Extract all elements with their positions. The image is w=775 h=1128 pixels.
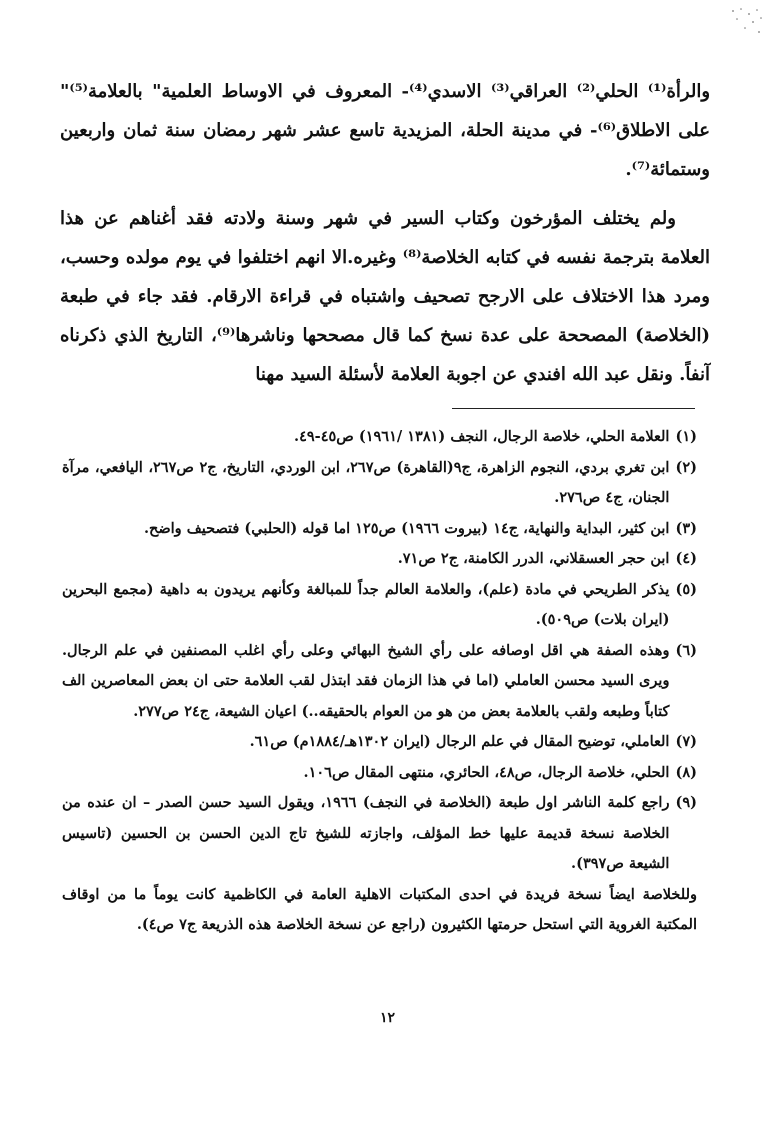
- footnotes: [62, 422, 697, 941]
- footnote-number: (٢): [675, 458, 697, 476]
- footnote-number: (٨): [675, 763, 697, 781]
- footnote-number: (١): [675, 428, 697, 445]
- main-text: [60, 72, 710, 394]
- footnote-number: (٦): [675, 641, 697, 659]
- footnote-5: [62, 575, 697, 636]
- footnote-text: الحلي، خلاصة الرجال، ص٤٨، الحائري، منتهى المقال ص١٠٦.: [303, 763, 670, 781]
- footnote-text: يذكر الطريحي في مادة (علم)، والعلامة العالم جداً للمبالغة وكأنهم يريدون به داهية (مجمع البحرين (ايران بلات) ص٥٠٩).: [62, 580, 670, 628]
- scan-artifact-dots: [727, 6, 767, 46]
- footnote-text: العاملي، توضيح المقال في علم الرجال (ايران ١٣٠٢هـ/١٨٨٤م) ص٦١.: [249, 733, 670, 750]
- footnote-number: (٤): [675, 550, 697, 567]
- footnote-number: (٩): [675, 794, 697, 811]
- main-paragraph-2: ولم يختلف المؤرخون وكتاب السير في شهر وسنة ولادته فقد أغناهم عن هذا العلامة بترجمة نفسه في كتابه الخلاصة⁽⁸⁾ وغيره.الا انهم اختلفوا في يوم مولده وحسب، ومرد هذا الاختلاف على الارجح تصحيف واشتباه في قراءة الارقام. فقد جاء في طبعة (الخلاصة) المصححة على عدة نسخ كما قال مصححها وناشرها⁽⁹⁾، التاريخ الذي ذكرناه آنفاً. ونقل عبد الله افندي عن اجوبة العلامة لأسئلة السيد مهنا: [60, 208, 710, 385]
- footnote-text: العلامة الحلي، خلاصة الرجال، النجف (١٣٨١ /١٩٦١) ص٤٥-٤٩.: [294, 428, 670, 445]
- footnote-9: [62, 788, 697, 880]
- footnote-4: [62, 544, 697, 575]
- footnote-text: ابن تغري بردي، النجوم الزاهرة، ج٩(القاهرة) ص٢٦٧، ابن الوردي، التاريخ، ج٢ ص٢٦٧، اليافعي، مرآة الجنان، ج٤ ص٢٧٦.: [62, 458, 670, 506]
- footnote-8: [62, 758, 697, 789]
- footnote-7: [62, 727, 697, 758]
- footnote-text: وهذه الصفة هي اقل اوصافه على رأي الشيخ البهائي وعلى رأي اغلب المصنفين في علم الرجال. ويرى السيد محسن العاملي (اما في هذا الزمان فقد ابتذل لقب العلامة حتى ان بعض المعاصرين الف كتاباً وطبعه ولقب بالعلامة بعض من هو من العوام بالحقيقه..) اعيان الشيعة، ج٢٤ ص٢٧٧.: [62, 641, 670, 720]
- footnote-number: (٣): [675, 519, 697, 537]
- footnote-1: [62, 422, 697, 453]
- footnote-number: (٧): [675, 733, 697, 750]
- footnote-text: ابن كثير، البداية والنهاية، ج١٤ (بيروت ١٩٦٦) ص١٢٥ اما قوله (الحلبي) فتصحيف واضح.: [143, 519, 670, 537]
- page-number: ١٢: [379, 1010, 396, 1026]
- footnote-text: راجع كلمة الناشر اول طبعة (الخلاصة في النجف) ١٩٦٦، ويقول السيد حسن الصدر – ان عنده من الخلاصة نسخة قديمة عليها خط المؤلف، واجازته للشيخ تاج الدين الحسن بن الحسين (تاسيس الشيعة ص٣٩٧).: [62, 794, 670, 872]
- footnote-3: [62, 514, 697, 545]
- footnote-6: [62, 636, 697, 728]
- footnote-number: (٥): [675, 580, 697, 598]
- footnote-divider: [452, 408, 695, 409]
- footnote-2: [62, 453, 697, 514]
- footnote-text: ابن حجر العسقلاني، الدرر الكامنة، ج٢ ص٧١.: [397, 550, 670, 567]
- footnote-9-continuation: وللخلاصة ايضاً نسخة فريدة في احدى المكتبات الاهلية العامة في الكاظمية كانت يوماً ما من اوقاف المكتبة الغروية التي استحل حرمتها الكثيرون (راجع عن نسخة الخلاصة هذه الذريعة ج٧ ص٤).: [62, 885, 697, 933]
- main-paragraph-1: والرأة⁽¹⁾ الحلي⁽²⁾ العراقي⁽³⁾ الاسدي⁽⁴⁾- المعروف في الاوساط العلمية" بالعلامة⁽⁵⁾" على الاطلاق⁽⁶⁾- في مدينة الحلة، المزيدية تاسع عشر شهر رمضان سنة ثمان واربعين وستمائة⁽⁷⁾.: [60, 81, 711, 180]
